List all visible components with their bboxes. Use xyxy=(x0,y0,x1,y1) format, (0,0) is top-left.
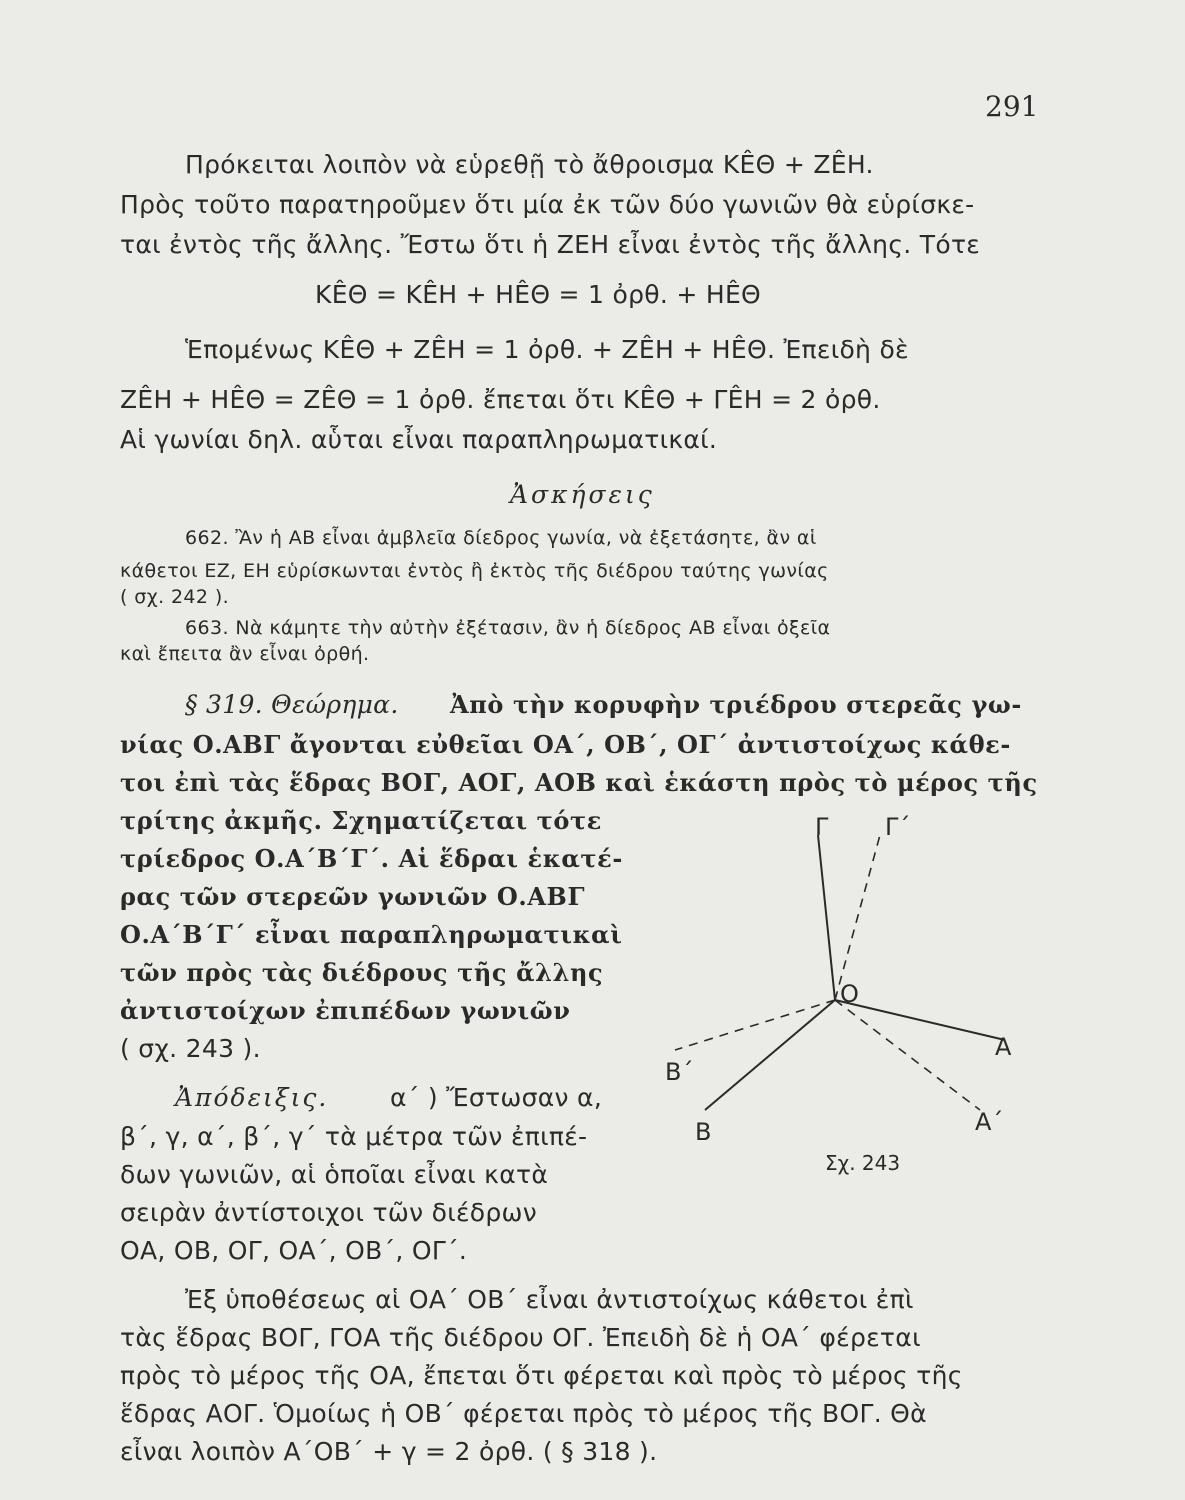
exercise-line: κάθετοι EZ, EH εὑρίσκωνται ἐντὸς ἢ ἐκτὸς τῆς διέδρου ταύτης γωνίας xyxy=(120,560,829,582)
exercises-heading: Ἀσκήσεις xyxy=(510,480,655,509)
paragraph-line: Πρὸς τοῦτο παρατηροῦμεν ὅτι μία ἐκ τῶν δύο γωνιῶν θὰ εὑρίσκε- xyxy=(120,190,975,219)
theorem-line: τρίτης ἀκμῆς. Σχηματίζεται τότε xyxy=(120,806,602,835)
label-g: Γ xyxy=(815,813,829,841)
proof-line: πρὸς τὸ μέρος τῆς ΟΑ, ἔπεται ὅτι φέρεται καὶ πρὸς τὸ μέρος τῆς xyxy=(120,1361,963,1390)
label-b: B xyxy=(695,1118,712,1146)
proof-line: ἕδρας ΑΟΓ. Ὁμοίως ἡ ΟΒ΄ φέρεται πρὸς τὸ μέρος τῆς ΒΟΓ. Θὰ xyxy=(120,1399,927,1428)
equation-line: KÊΘ = KÊH + HÊΘ = 1 ὀρθ. + HÊΘ xyxy=(315,280,762,309)
figure-caption: Σχ. 243 xyxy=(825,1151,901,1175)
theorem-label xyxy=(185,690,399,719)
theorem-line: τοι ἐπὶ τὰς ἕδρας ΒΟΓ, ΑΟΓ, ΑΟΒ καὶ ἑκάστη πρὸς τὸ μέρος τῆς xyxy=(120,768,1038,797)
edge-ob-prime xyxy=(675,1000,835,1050)
theorem-line: τῶν πρὸς τὰς διέδρους τῆς ἄλλης xyxy=(120,958,604,987)
equation-line: ZÊH + HÊΘ = ZÊΘ = 1 ὀρθ. ἔπεται ὅτι KÊΘ + ΓÊH = 2 ὀρθ. xyxy=(120,385,881,414)
proof-line: εἶναι λοιπὸν Α΄ΟΒ΄ + γ = 2 ὀρθ. ( § 318 ). xyxy=(120,1437,658,1466)
exercise-line: ( σχ. 242 ). xyxy=(120,586,230,608)
theorem-line: Ο.Α΄Β΄Γ΄ εἶναι παραπληρωματικαὶ xyxy=(120,920,623,949)
proof-line: ΟΑ, ΟΒ, ΟΓ, ΟΑ΄, ΟΒ΄, ΟΓ΄. xyxy=(120,1236,468,1265)
figure-243 xyxy=(640,810,1060,1190)
label-g-prime: Γ΄ xyxy=(885,813,911,841)
theorem-reference: ( σχ. 243 ). xyxy=(120,1034,261,1063)
proof-line: σειρὰν ἀντίστοιχοι τῶν διέδρων xyxy=(120,1198,538,1227)
proof-line: τὰς ἕδρας ΒΟΓ, ΓΟΑ τῆς διέδρου ΟΓ. Ἐπειδὴ δὲ ἡ ΟΑ΄ φέρεται xyxy=(120,1323,921,1352)
theorem-line: ρας τῶν στερεῶν γωνιῶν Ο.ΑΒΓ xyxy=(120,882,586,911)
label-b-prime: B΄ xyxy=(665,1058,694,1086)
theorem-label-text: § 319. Θεώρημα. xyxy=(185,690,399,719)
proof-line: β΄, γ, α΄, β΄, γ΄ τὰ μέτρα τῶν ἐπιπέ- xyxy=(120,1122,588,1151)
label-a: A xyxy=(995,1033,1012,1061)
label-o: O xyxy=(840,980,859,1008)
equation-line: Ἑπομένως KÊΘ + ZÊH = 1 ὀρθ. + ZÊH + HÊΘ. Ἐπειδὴ δὲ xyxy=(185,335,909,364)
paragraph-line: Πρόκειται λοιπὸν νὰ εὑρεθῇ τὸ ἄθροισμα KÊΘ + ZÊH. xyxy=(185,150,874,179)
proof-line: Ἐξ ὑποθέσεως αἱ ΟΑ΄ ΟΒ΄ εἶναι ἀντιστοίχως κάθετοι ἐπὶ xyxy=(185,1285,914,1314)
trihedral-diagram xyxy=(640,810,1060,1190)
exercise-line: 663. Νὰ κάμητε τὴν αὐτὴν ἐξέτασιν, ἂν ἡ δίεδρος AB εἶναι ὀξεῖα xyxy=(185,617,831,639)
label-a-prime: A΄ xyxy=(975,1108,1004,1136)
exercise-line: 662. Ἂν ἡ AB εἶναι ἀμβλεῖα δίεδρος γωνία, νὰ ἐξετάσητε, ἂν αἱ xyxy=(185,527,817,549)
theorem-line: Ἀπὸ τὴν κορυφὴν τριέδρου στερεᾶς γω- xyxy=(450,690,1022,719)
theorem-line: τρίεδρος Ο.Α΄Β΄Γ΄. Αἱ ἕδραι ἑκατέ- xyxy=(120,844,623,873)
proof-line: δων γωνιῶν, αἱ ὁποῖαι εἶναι κατὰ xyxy=(120,1160,549,1189)
edge-ob xyxy=(705,1000,835,1110)
edge-og xyxy=(818,835,835,1000)
theorem-line: νίας Ο.ΑΒΓ ἄγονται εὐθεῖαι ΟΑ΄, ΟΒ΄, ΟΓ΄ ἀντιστοίχως κάθε- xyxy=(120,730,1011,759)
edge-og-prime xyxy=(835,835,880,1000)
exercise-line: καὶ ἔπειτα ἂν εἶναι ὀρθή. xyxy=(120,643,370,665)
paragraph-line: ται ἐντὸς τῆς ἄλλης. Ἔστω ὅτι ἡ ZEH εἶναι ἐντὸς τῆς ἄλλης. Τότε xyxy=(120,230,981,259)
proof-line: α΄ ) Ἔστωσαν α, xyxy=(390,1083,603,1112)
theorem-line: ἀντιστοίχων ἐπιπέδων γωνιῶν xyxy=(120,996,571,1025)
proof-label: Ἀπόδειξις. xyxy=(175,1083,329,1112)
equation-line: Αἱ γωνίαι δηλ. αὗται εἶναι παραπληρωματικαί. xyxy=(120,425,718,454)
page-number: 291 xyxy=(985,90,1039,123)
